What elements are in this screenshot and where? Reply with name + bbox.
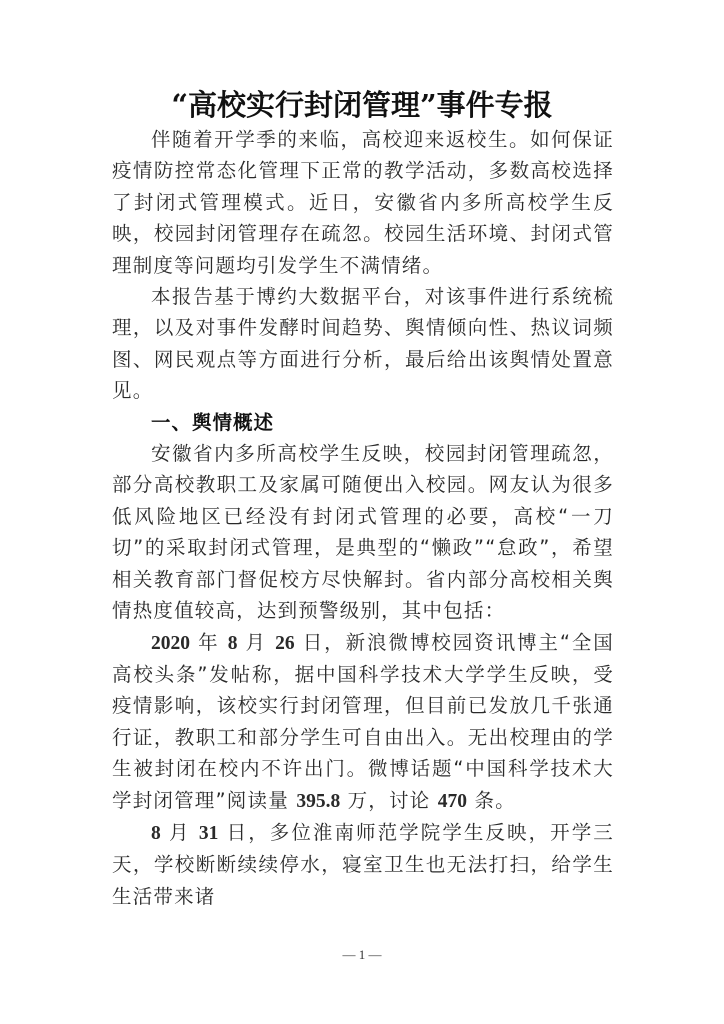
number-run: 8 xyxy=(151,822,161,844)
text-run: 月 xyxy=(160,820,199,844)
paragraph-overview: 安徽省内多所高校学生反映，校园封闭管理疏忽，部分高校教职工及家属可随便出入校园。网友认为很多低风险地区已经没有封闭式管理的必要，高校“一刀切”的采取封闭式管理，是典型的“懒政”“怠政”，希望相关教育部门督促校方尽快解封。省内部分高校相关舆情热度值较高，达到预警级别，其中包括： xyxy=(112,442,614,623)
paragraph-intro: 伴随着开学季的来临，高校迎来返校生。如何保证疫情防控常态化管理下正常的教学活动，多数高校选择了封闭式管理模式。近日，安徽省内多所高校学生反映，校园封闭管理存在疏忽。校园生活环境、封闭式管理制度等问题均引发学生不满情绪。 xyxy=(112,128,614,277)
text-run: 月 xyxy=(237,630,276,654)
number-run: 2020 xyxy=(151,632,190,654)
paragraph-report-basis: 本报告基于博约大数据平台，对该事件进行系统梳理，以及对事件发酵时间趋势、舆情倾向性、热议词频图、网民观点等方面进行分析，最后给出该舆情处置意见。 xyxy=(112,285,614,403)
number-run: 470 xyxy=(437,790,468,812)
text-run: 万，讨论 xyxy=(340,788,438,812)
number-run: 8 xyxy=(227,632,238,654)
page-number: — 1 — xyxy=(342,947,382,962)
number-run: 26 xyxy=(275,632,295,654)
document-title: “高校实行封闭管理”事件专报 xyxy=(171,88,553,122)
text-run: 日，多位淮南师范学院学生反映，开学三天，学校断断续续停水，寝室卫生也无法打扫，给学生生活带来诸 xyxy=(112,820,615,908)
number-run: 31 xyxy=(198,822,219,844)
paragraph-event-ustc xyxy=(112,627,614,817)
document-body xyxy=(112,124,614,912)
paragraph-event-huainan xyxy=(112,817,614,912)
text-run: 日，新浪微博校园资讯博主“全国高校头条”发帖称，据中国科学技术大学学生反映，受疫情影响，该校实行封闭管理，但目前已发放几千张通行证，教职工和部分学生可自由出入。无出校理由的学生被封闭在校内不许出门。微博话题“中国科学技术大学封闭管理”阅读量 xyxy=(112,630,615,812)
number-run: 395.8 xyxy=(296,790,341,812)
text-run: 年 xyxy=(190,630,228,654)
section-heading-overview: 一、舆情概述 xyxy=(151,410,275,434)
text-run: 条。 xyxy=(467,788,516,812)
